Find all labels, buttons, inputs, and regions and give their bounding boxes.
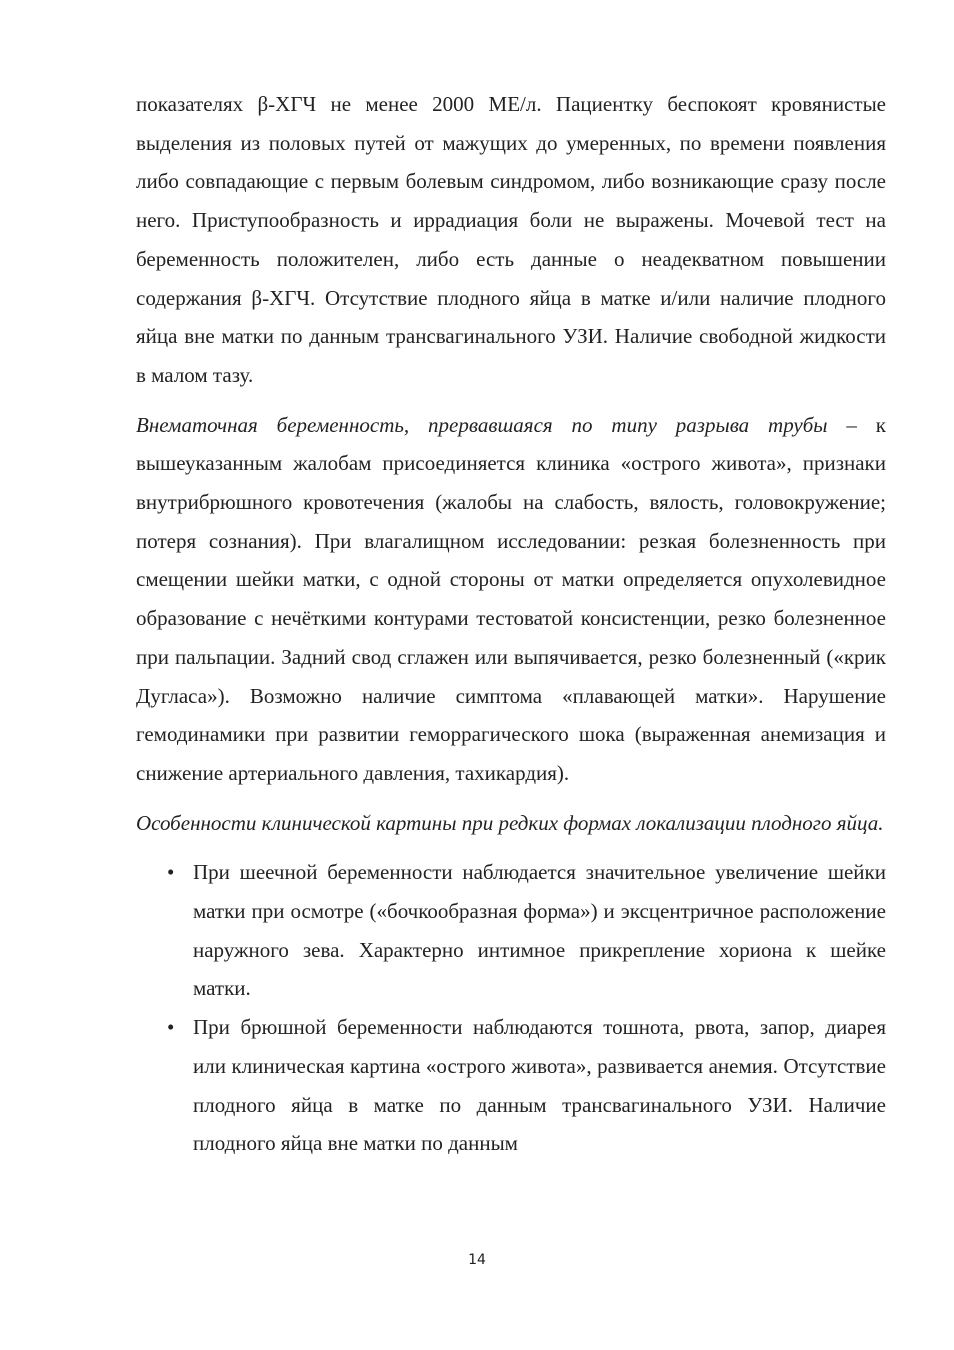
list-item-text: При шеечной беременности наблюдается значительное увеличение шейки матки при осмотре («бочкообразная форма») и эксцентричное расположение наружного зева. Характерно интимное прикрепление хориона к шейке матки. xyxy=(193,860,886,1001)
bullet-icon: • xyxy=(167,1015,175,1040)
bullet-icon: • xyxy=(167,860,175,885)
document-page xyxy=(136,85,886,1163)
list-item-abdominal xyxy=(136,1008,886,1163)
section-heading-rare-forms xyxy=(136,804,886,843)
bullet-list xyxy=(136,853,886,1163)
paragraph-hcg-symptoms xyxy=(136,85,886,395)
paragraph-text: показателях β-ХГЧ не менее 2000 МЕ/л. Пациентку беспокоят кровянистые выделения из половых путей от мажущих до умеренных, по времени появления либо совпадающие с первым болевым синдромом, либо возникающие сразу после него. Приступообразность и иррадиация боли не выражены. Мочевой тест на беременность положителен, либо есть данные о неадекватном повышении содержания β-ХГЧ. Отсутствие плодного яйца в матке и/или наличие плодного яйца вне матки по данным трансвагинального УЗИ. Наличие свободной жидкости в малом тазу. xyxy=(136,92,886,387)
paragraph-tubal-rupture xyxy=(136,406,886,793)
list-item-cervical xyxy=(136,853,886,1008)
page-number: 14 xyxy=(468,1252,486,1268)
heading-text: Особенности клинической картины при редких формах локализации плодного яйца. xyxy=(136,810,884,835)
paragraph-italic-lead: Внематочная беременность, прервавшаяся по типу разрыва трубы xyxy=(136,412,828,437)
paragraph-text: – к вышеуказанным жалобам присоединяется клиника «острого живота», признаки внутрибрюшного кровотечения (жалобы на слабость, вялость, головокружение; потеря сознания). При влагалищном исследовании: резкая болезненность при смещении шейки матки, с одной стороны от матки определяется опухолевидное образование с нечёткими контурами тестоватой консистенции, резко болезненное при пальпации. Задний свод сглажен или выпячивается, резко болезненный («крик Дугласа»). Возможно наличие симптома «плавающей матки». Нарушение гемодинамики при развитии геморрагического шока (выраженная анемизация и снижение артериального давления, тахикардия). xyxy=(136,412,886,785)
list-item-text: При брюшной беременности наблюдаются тошнота, рвота, запор, диарея или клиническая картина «острого живота», развивается анемия. Отсутствие плодного яйца в матке по данным трансвагинального УЗИ. Наличие плодного яйца вне матки по данным xyxy=(193,1015,886,1156)
